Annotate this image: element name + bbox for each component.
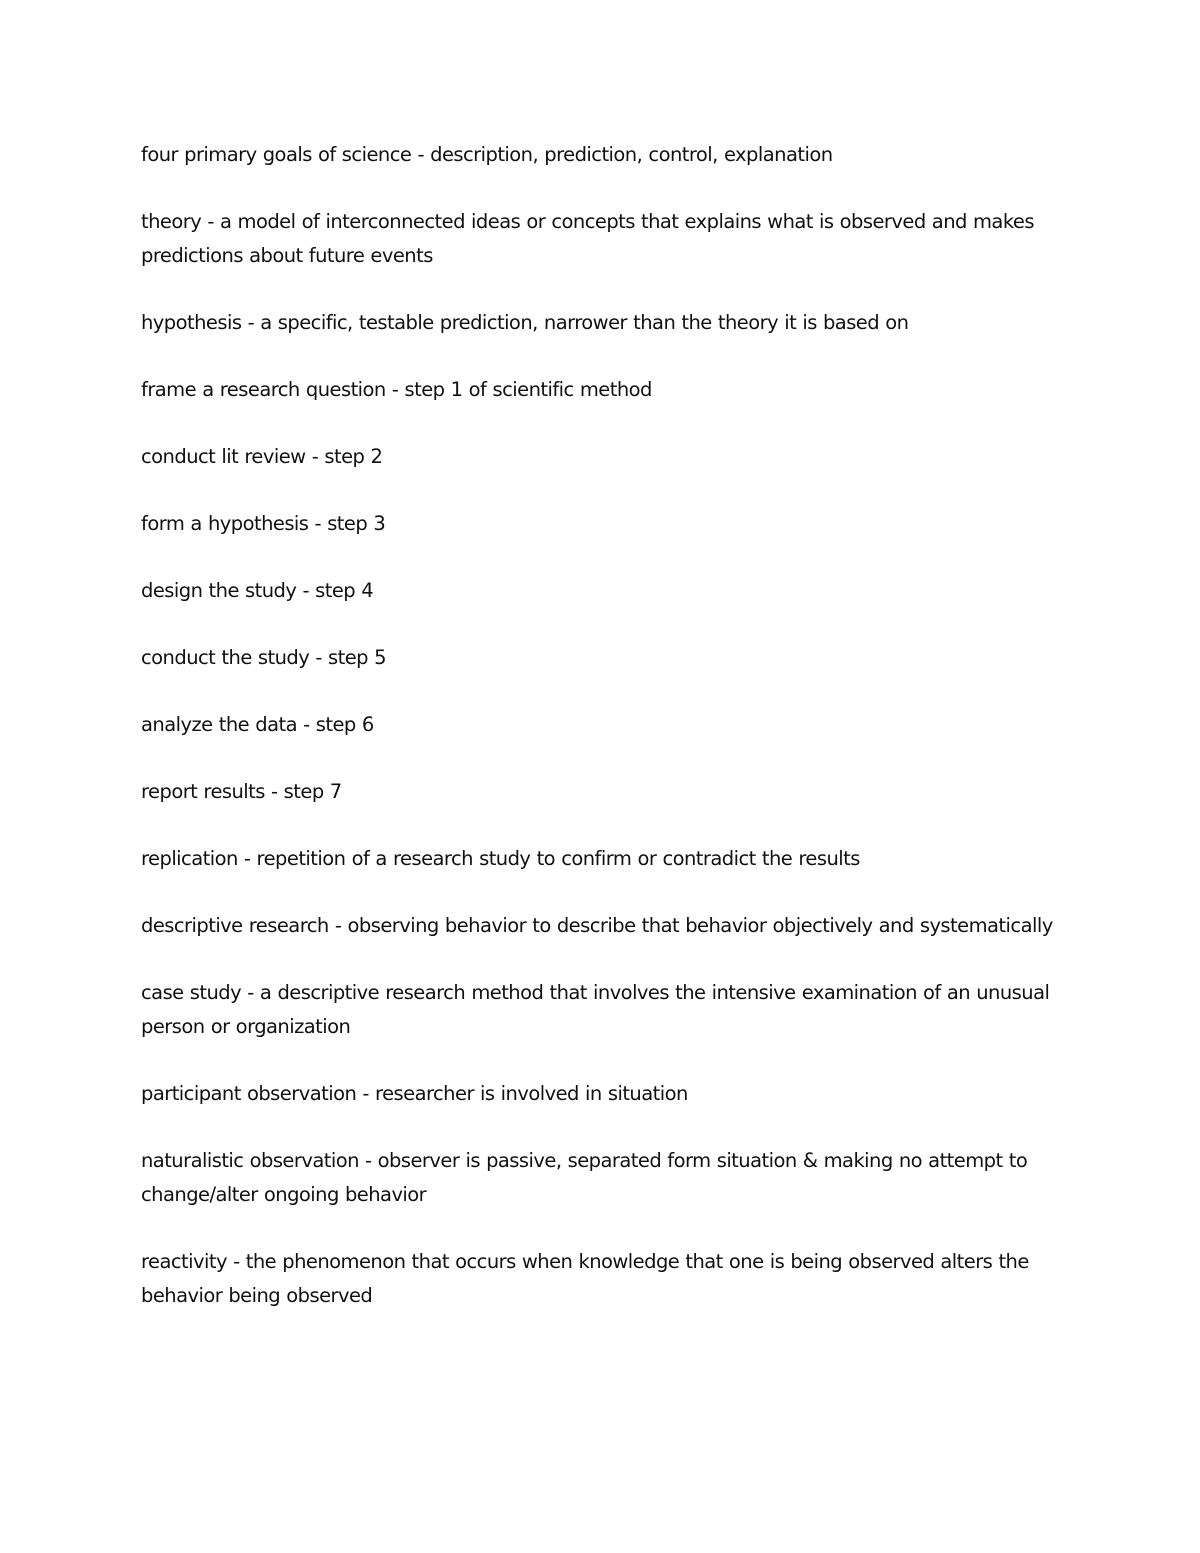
term-entry: naturalistic observation - observer is passive, separated form situation & making no attempt to change/alter ongoing behavior xyxy=(141,1149,1028,1206)
term-entry: participant observation - researcher is involved in situation xyxy=(141,1082,688,1105)
term-entry: four primary goals of science - description, prediction, control, explanation xyxy=(141,143,833,166)
term-entry: frame a research question - step 1 of scientific method xyxy=(141,378,652,401)
term-entry: design the study - step 4 xyxy=(141,579,374,602)
document-body xyxy=(141,138,1061,1346)
term-entry: conduct lit review - step 2 xyxy=(141,445,383,468)
term-entry: descriptive research - observing behavior to describe that behavior objectively and systematically xyxy=(141,914,1053,937)
term-entry: report results - step 7 xyxy=(141,780,342,803)
term-entry: replication - repetition of a research study to confirm or contradict the results xyxy=(141,847,860,870)
term-entry: case study - a descriptive research method that involves the intensive examination of an unusual person or organization xyxy=(141,981,1050,1038)
term-entry: hypothesis - a specific, testable prediction, narrower than the theory it is based on xyxy=(141,311,909,334)
term-entry: reactivity - the phenomenon that occurs when knowledge that one is being observed alters the behavior being observed xyxy=(141,1250,1029,1307)
term-entry: form a hypothesis - step 3 xyxy=(141,512,386,535)
term-entry: conduct the study - step 5 xyxy=(141,646,387,669)
term-entry: analyze the data - step 6 xyxy=(141,713,374,736)
term-entry: theory - a model of interconnected ideas or concepts that explains what is observed and makes predictions about future events xyxy=(141,210,1034,267)
